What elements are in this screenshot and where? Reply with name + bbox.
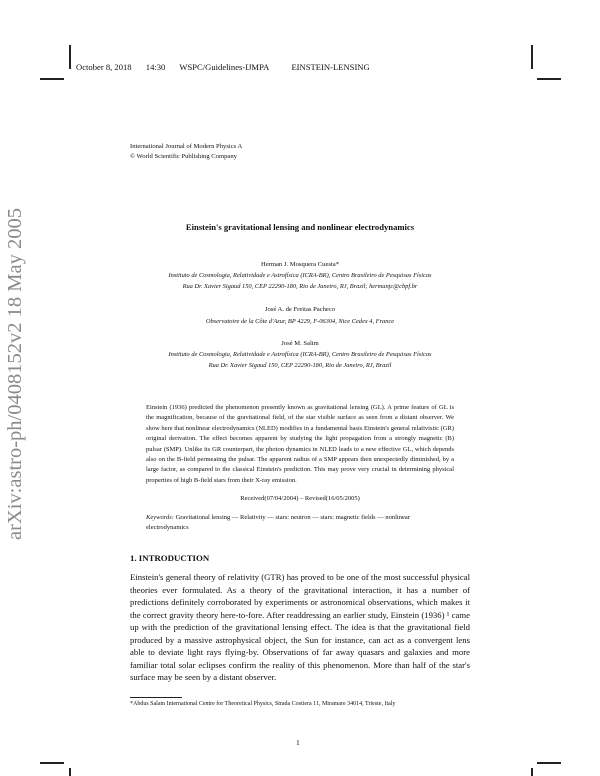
- author-name: José M. Salim: [281, 340, 319, 347]
- crop-mark-top-right-vertical: [531, 45, 533, 69]
- author-name: Herman J. Mosquera Cuesta*: [260, 261, 339, 268]
- abstract: Einstein (1936) predicted the phenomenon presently known as gravitational lensing (GL). A prime feature of GL is the magnification, because of the gravitational field, of the star visible surface as seen from a distant observer. We show here that nonlinear electrodynamics (NLED) modifies in a fundamental basis Einstein's general relativistic (GR) original derivation. The effect becomes apparent by studying the light propagation from a strongly magnetic (B) pulsar (SMP). Unlike its GR counterpart, the photon dynamics in NLED leads to a new effective GL, which depends also on the B-field permeating the pulsar. The apparent radius of a SMP appears then unexpectedly diminished, by a large factor, as compared to the classical Einstein's prediction. This may prove very crucial in determining physical properties of high B-field stars from their X-ray emission.: [146, 404, 454, 484]
- crop-mark-top-right-horizontal: [537, 78, 561, 80]
- header-style: WSPC/Guidelines-IJMPA: [179, 62, 270, 72]
- arxiv-stamp-text: arXiv:astro-ph/0408152v2 18 May 2005: [4, 208, 26, 540]
- author-name: José A. de Freitas Pacheco: [264, 306, 336, 313]
- journal-name: International Journal of Modern Physics A: [130, 143, 243, 150]
- crop-mark-top-left-horizontal: [40, 78, 64, 80]
- paper-title: Einstein's gravitational lensing and nonlinear electrodynamics: [185, 222, 415, 232]
- footnote: *Abdus Salam International Centre for Theoretical Physics, Strada Costiera 11, Miramare 34014, Trieste, Italy: [130, 701, 396, 707]
- crop-mark-bottom-left-horizontal: [40, 762, 64, 764]
- affiliation-line: Rua Dr. Xavier Sigaud 150, CEP 22290-180, Rio de Janeiro, RJ, Brazil: [208, 361, 392, 369]
- affiliation-line: Rua Dr. Xavier Sigaud 150, CEP 22290-180, Rio de Janeiro, RJ, Brazil; hermanjc@cbpf.br: [182, 282, 418, 290]
- keywords: [146, 513, 454, 534]
- introduction-paragraph: Einstein's general theory of relativity (GTR) has proved to be one of the most successful physical theories ever formulated. As a theory of the gravitational interaction, it has a number of predictions definitely corroborated by experiments or astronomical observations, which makes it the correct gravity theory here-to-fore. After readdressing an earlier study, Einstein (1936) ¹ came up with the prediction of the gravitational lensing effect. The idea is that the gravitational field produced by a massive astrophysical object, the Sun for instance, can act as a convergent lens able to deviate light rays flying-by. Observations of far away quasars and galaxies and more familiar total solar eclipses confirm the reality of this phenomenon. More than half of the star's surface may be seen by a distant observer.: [130, 572, 470, 682]
- affiliation-line: Instituto de Cosmologia, Relatividade e Astrofísica (ICRA-BR), Centro Brasileiro de Pesquisas Físicas: [168, 351, 432, 358]
- author-affiliation: [130, 271, 470, 292]
- header-short-title: EINSTEIN-LENSING: [291, 62, 370, 72]
- header-time: 14:30: [145, 62, 166, 72]
- header-date: October 8, 2018: [76, 62, 132, 72]
- affiliation-line: Instituto de Cosmologia, Relatividade e Astrofísica (ICRA-BR), Centro Brasileiro de Pesquisas Físicas: [168, 272, 432, 279]
- crop-mark-bottom-right-horizontal: [537, 762, 561, 764]
- journal-publisher: © World Scientific Publishing Company: [130, 153, 237, 160]
- section-heading: 1. INTRODUCTION: [130, 553, 210, 563]
- author-affiliation: [130, 350, 470, 371]
- page-number: 1: [296, 738, 300, 747]
- footnote-rule: [130, 697, 182, 698]
- keywords-text: Gravitational lensing — Relativity — stars: neutron — stars: magnetic fields — nonlinear electrodynamics: [146, 514, 410, 532]
- running-header: [76, 62, 370, 72]
- crop-mark-top-left-vertical: [69, 45, 71, 69]
- crop-mark-bottom-right-vertical: [531, 768, 533, 776]
- keywords-label: Keywords:: [146, 514, 174, 521]
- received-revised-dates: Received(07/04/2004) – Revised(16/05/2005): [240, 495, 360, 502]
- journal-info: [130, 142, 242, 162]
- crop-mark-bottom-left-vertical: [69, 768, 71, 776]
- author-affiliation: [130, 317, 470, 328]
- affiliation-line: Observatoire de la Côte d'Azur, BP 4229, F-06304, Nice Cedex 4, France: [205, 318, 395, 325]
